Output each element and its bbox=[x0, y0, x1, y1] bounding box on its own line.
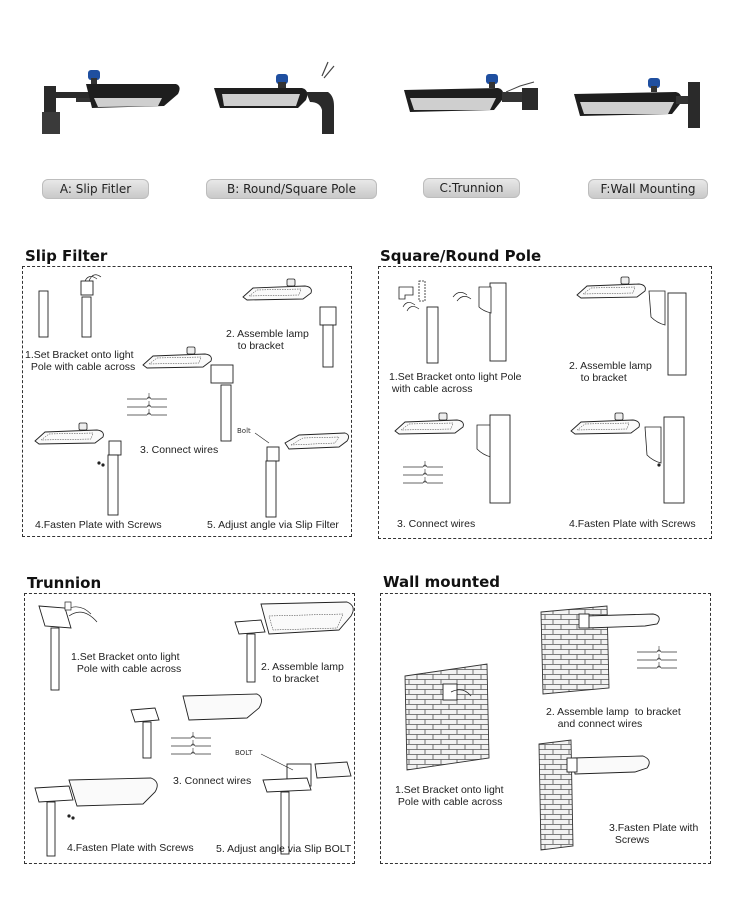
section-title-slip-filter: Slip Filter bbox=[25, 247, 108, 265]
trunnion-step-2: 2. Assemble lamp to bracket bbox=[261, 661, 344, 685]
option-label-wall-mounting: F:Wall Mounting bbox=[588, 179, 708, 199]
pole-step-1: 1.Set Bracket onto light Pole with cable across bbox=[389, 371, 522, 395]
panel-wall-mounted bbox=[380, 593, 711, 864]
section-title-wall-mounted: Wall mounted bbox=[383, 573, 501, 591]
trunnion-bolt-label: BOLT bbox=[235, 749, 253, 757]
pole-step-4: 4.Fasten Plate with Screws bbox=[569, 518, 696, 530]
panel-trunnion bbox=[24, 593, 355, 864]
section-title-square-round-pole: Square/Round Pole bbox=[380, 247, 542, 265]
wall-step-2: 2. Assemble lamp to bracket and connect wires bbox=[546, 706, 681, 730]
slip-step-2: 2. Assemble lamp to bracket bbox=[226, 328, 309, 352]
panel-slip-filter bbox=[22, 266, 352, 537]
slip-step-5: 5. Adjust angle via Slip Filter bbox=[207, 519, 339, 531]
diagram-trunnion bbox=[25, 594, 356, 865]
wall-step-1: 1.Set Bracket onto light Pole with cable across bbox=[395, 784, 504, 808]
pole-step-2: 2. Assemble lamp to bracket bbox=[569, 360, 652, 384]
product-photo-round-square-pole bbox=[210, 58, 360, 138]
diagram-square-round-pole bbox=[379, 267, 713, 540]
option-label-slip-fitter: A: Slip Fitler bbox=[42, 179, 149, 199]
trunnion-step-4: 4.Fasten Plate with Screws bbox=[67, 842, 194, 854]
product-photo-wall-mounting bbox=[568, 62, 718, 142]
wall-step-3: 3.Fasten Plate with Screws bbox=[609, 822, 699, 846]
bolt-label: Bolt bbox=[237, 427, 251, 435]
slip-step-1: 1.Set Bracket onto light Pole with cable across bbox=[25, 349, 136, 373]
panel-square-round-pole bbox=[378, 266, 712, 539]
option-label-round-square-pole: B: Round/Square Pole bbox=[206, 179, 377, 199]
product-photo-slip-fitter bbox=[36, 62, 186, 142]
product-photo-trunnion bbox=[398, 68, 548, 138]
slip-step-3: 3. Connect wires bbox=[140, 444, 219, 456]
diagram-slip-filter bbox=[23, 267, 353, 538]
section-title-trunnion: Trunnion bbox=[27, 574, 102, 592]
option-label-trunnion: C:Trunnion bbox=[423, 178, 520, 198]
slip-step-4: 4.Fasten Plate with Screws bbox=[35, 519, 162, 531]
trunnion-step-5: 5. Adjust angle via Slip BOLT bbox=[216, 843, 352, 855]
pole-step-3: 3. Connect wires bbox=[397, 518, 476, 530]
trunnion-step-3: 3. Connect wires bbox=[173, 775, 252, 787]
trunnion-step-1: 1.Set Bracket onto light Pole with cable across bbox=[71, 651, 182, 675]
